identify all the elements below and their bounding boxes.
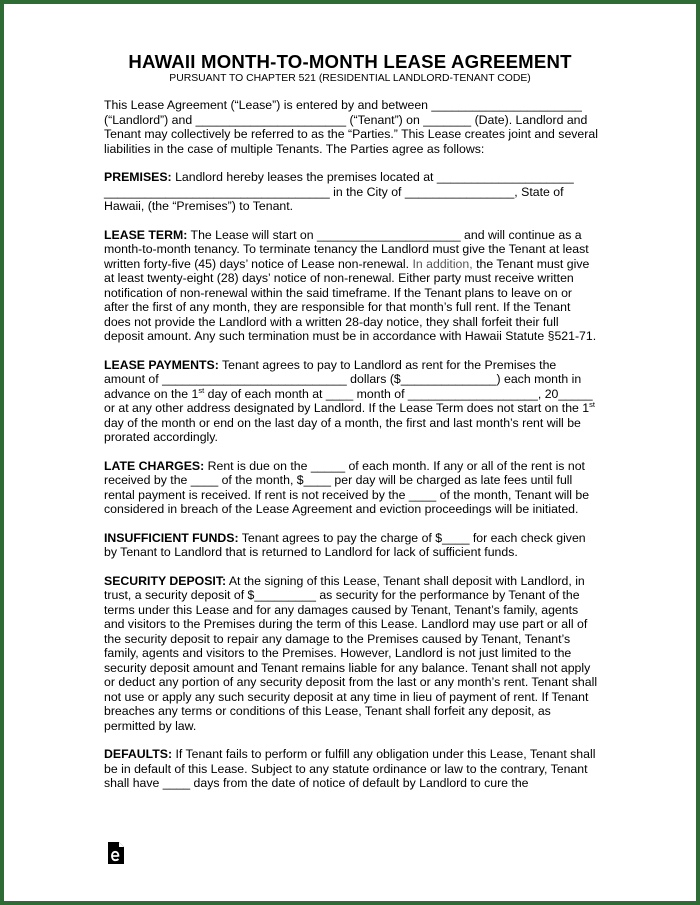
insufficient-funds-heading: INSUFFICIENT FUNDS: (104, 530, 239, 545)
lease-payments-heading: LEASE PAYMENTS: (104, 357, 219, 372)
defaults-text: If Tenant fails to perform or fulfill any obligation under this Lease, Tenant shall be in default of this Lease. Subject to any statute ordinance or law to the contrary, Tenant shall have ____ days from the date of notice of default by Landlord to cure the (104, 747, 596, 790)
late-charges-section (104, 459, 599, 517)
intro-paragraph: This Lease Agreement (“Lease”) is entered by and between ______________________ (“Landlord”) and ______________________ (“Tenant”) on _______ (Date). Landlord and Tenant may collectively be referred to as the “Parties.” This Lease creates joint and several liabilities in the case of multiple Tenants. The Parties agree as follows: (104, 98, 598, 156)
lease-term-text-gray: In addition, (412, 256, 473, 271)
lease-payments-sup-b: st (589, 399, 595, 409)
insufficient-funds-text: Tenant agrees to pay the charge of $____ for each check given by Tenant to Landlord that is returned to Landlord for lack of sufficient funds. (104, 530, 586, 559)
document-page (4, 4, 696, 901)
eforms-logo-icon (108, 842, 124, 864)
premises-heading: PREMISES: (104, 170, 172, 184)
lease-payments-section (104, 358, 599, 445)
security-deposit-section (104, 574, 599, 734)
document-body (104, 98, 599, 805)
document-subtitle: PURSUANT TO CHAPTER 521 (RESIDENTIAL LANDLORD-TENANT CODE) (169, 73, 531, 84)
lease-term-heading: LEASE TERM: (104, 227, 188, 242)
lease-payments-text-c: day of the month or end on the last day of a month, the first and last month’s rent will be prorated accordingly. (104, 415, 581, 444)
security-deposit-heading: SECURITY DEPOSIT: (104, 573, 227, 588)
lease-term-text-a: The Lease will start on _____________________ and will continue as a month-to-month tenancy. To terminate tenancy the Landlord must give the Tenant at least written forty-five (45) days’ notice of Lease non-renewal. (104, 227, 589, 271)
lease-payments-sup-a: st (198, 385, 205, 395)
lease-term-text-b: the Tenant must give at least twenty-eight (28) days’ notice of non-renewal. Either party must receive written notification of non-renewal within the said timeframe. If the Tenant plans to leave on or after the first of any month, they are responsible for that month’s full rent. If the Tenant does not provide the Landlord with a written 28-day notice, they shall forfeit their full deposit amount. Any such termination must be in accordance with Hawaii Statute §521-71. (104, 256, 597, 343)
lease-payments-text-b: day of each month at ____ month of ___________________, 20_____ or at any other address designated by Landlord. If the Lease Term does not start on the 1 (104, 386, 593, 415)
defaults-section (104, 747, 599, 791)
late-charges-text: Rent is due on the _____ of each month. If any or all of the rent is not received by the ____ of the month, $____ per day will be charged as late fees until full rental payment is received. If rent is not received by the ____ of the month, Tenant will be considered in breach of the Lease Agreement and eviction proceedings will be initiated. (104, 458, 590, 516)
insufficient-funds-section (104, 531, 599, 560)
premises-text: Landlord hereby leases the premises located at ____________________ _________________________________ in the City of ________________, State of Hawaii, (the “Premises”) to Tenant. (104, 170, 574, 213)
premises-section (104, 170, 599, 214)
lease-term-section (104, 228, 599, 344)
defaults-heading: DEFAULTS: (104, 747, 173, 761)
security-deposit-text: At the signing of this Lease, Tenant shall deposit with Landlord, in trust, a security deposit of $_________ as security for the performance by Tenant of the terms under this Lease and for any damages caused by Tenant, Tenant’s family, agents and visitors to the Premises during the term of this Lease. Landlord may use part or all of the security deposit to repair any damage to the Premises caused by Tenant, Tenant’s family, agents and visitors to the Premises. However, Landlord is not just limited to the security deposit amount and Tenant remains liable for any balance. Tenant shall not apply or deduct any portion of any security deposit from the last or any month’s rent. Tenant shall not use or apply any such security deposit at any time in lieu of payment of rent. If Tenant breaches any terms or conditions of this Lease, Tenant shall forfeit any deposit, as permitted by law. (104, 573, 598, 733)
late-charges-heading: LATE CHARGES: (104, 458, 205, 473)
lease-payments-text-a: Tenant agrees to pay to Landlord as rent for the Premises the amount of ___________________________ dollars ($______________) each month in advance on the 1 (104, 357, 582, 401)
document-title: HAWAII MONTH-TO-MONTH LEASE AGREEMENT (128, 51, 572, 72)
